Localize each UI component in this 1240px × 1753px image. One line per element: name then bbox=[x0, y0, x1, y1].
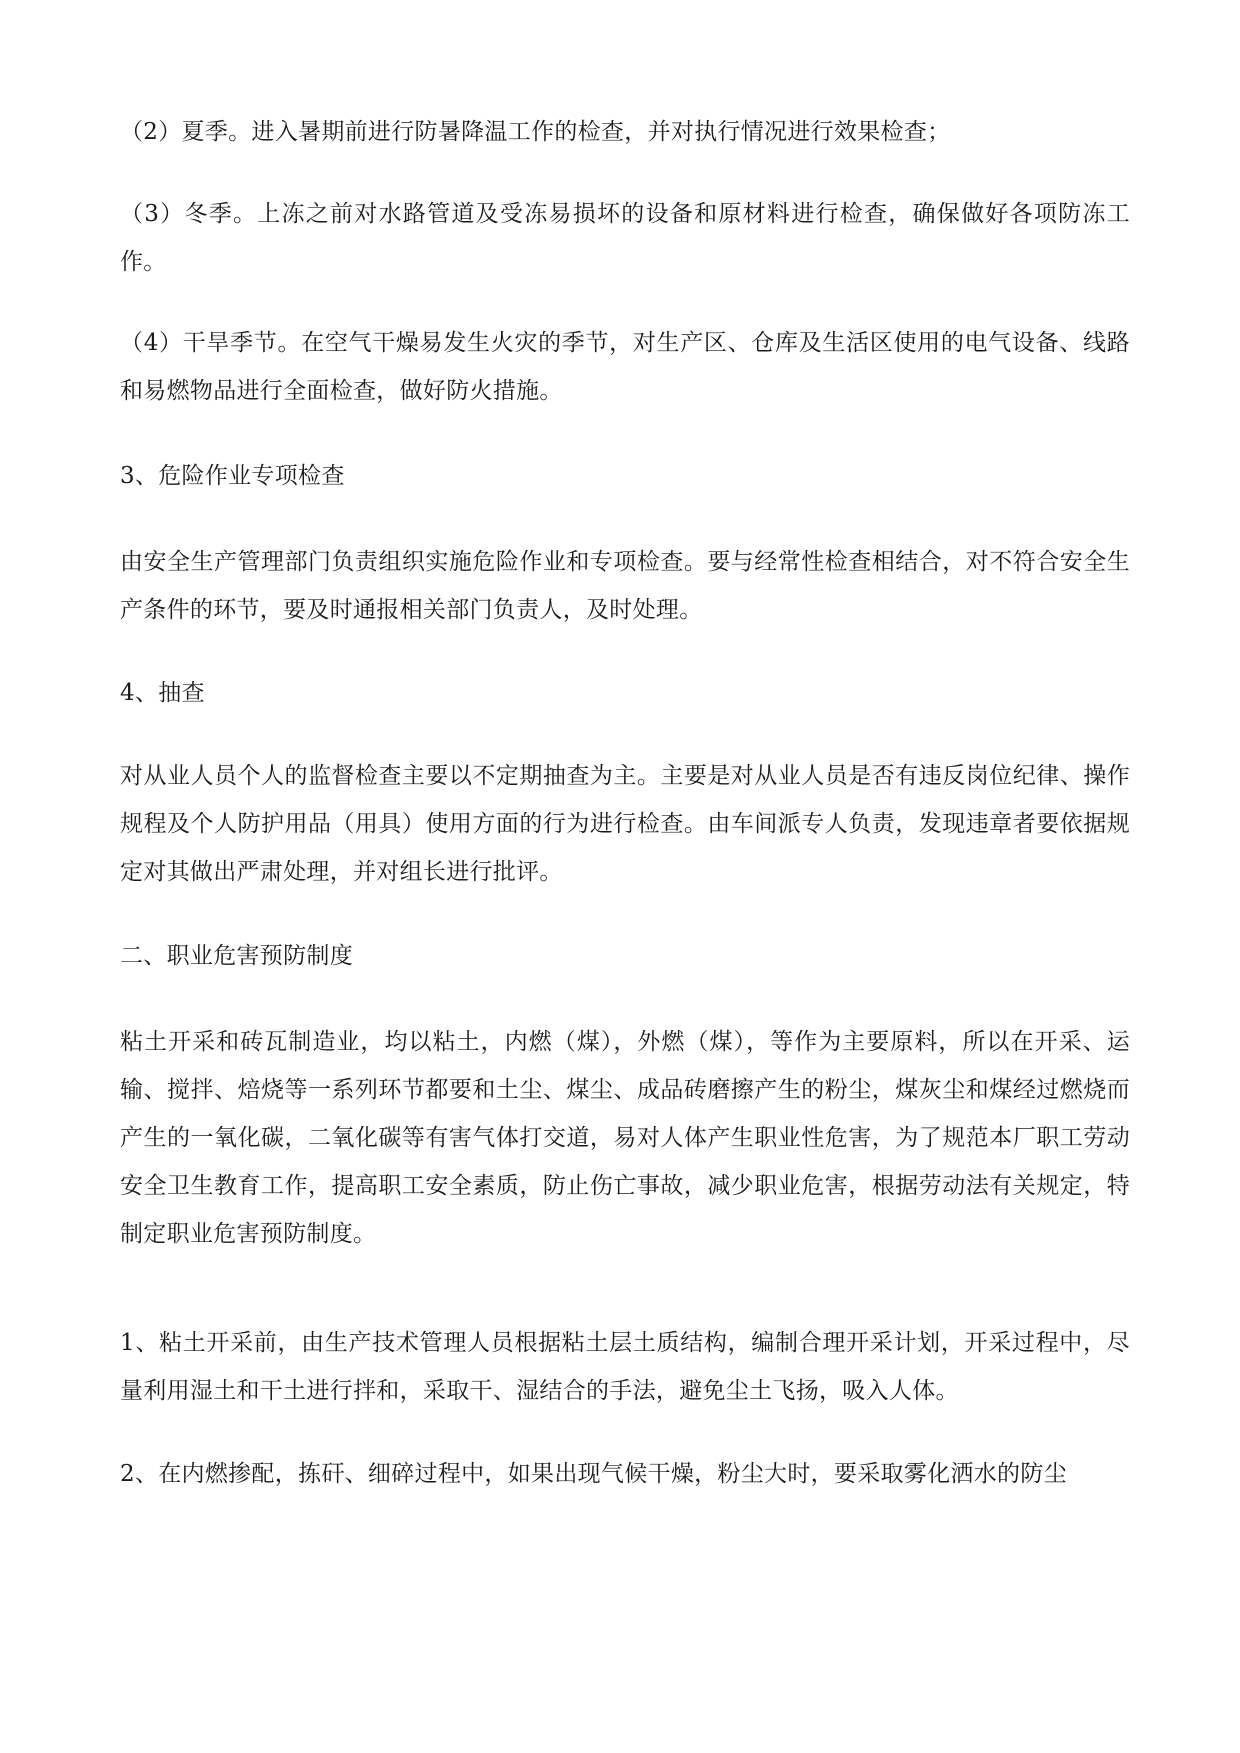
paragraph-winter-inspection: （3）冬季。上冻之前对水路管道及受冻易损坏的设备和原材料进行检查，确保做好各项防冻工作。 bbox=[120, 201, 1130, 275]
paragraph-occupational-hazard-intro: 粘土开采和砖瓦制造业，均以粘土，内燃（煤），外燃（煤），等作为主要原料，所以在开采、运输、搅拌、焙烧等一系列环节都要和土尘、煤尘、成品砖磨擦产生的粉尘，煤灰尘和煤经过燃烧而产生的一氧化碳，二氧化碳等有害气体打交道，易对人体产生职业性危害，为了规范本厂职工劳动安全卫生教育工作，提高职工安全素质，防止伤亡事故，减少职业危害，根据劳动法有关规定，特制定职业危害预防制度。 bbox=[120, 1029, 1130, 1247]
heading-occupational-hazard-prevention: 二、职业危害预防制度 bbox=[120, 943, 353, 969]
heading-hazardous-work-inspection: 3、危险作业专项检查 bbox=[120, 463, 345, 489]
paragraph-spot-check: 对从业人员个人的监督检查主要以不定期抽查为主。主要是对从业人员是否有违反岗位纪律、操作规程及个人防护用品（用具）使用方面的行为进行检查。由车间派专人负责，发现违章者要依据规定对其做出严肃处理，并对组长进行批评。 bbox=[120, 763, 1130, 885]
paragraph-hazardous-work-inspection: 由安全生产管理部门负责组织实施危险作业和专项检查。要与经常性检查相结合，对不符合安全生产条件的环节，要及时通报相关部门负责人，及时处理。 bbox=[120, 549, 1130, 623]
paragraph-clay-mining: 1、粘土开采前，由生产技术管理人员根据粘土层土质结构，编制合理开采计划，开采过程中，尽量利用湿土和干土进行拌和，采取干、湿结合的手法，避免尘土飞扬，吸入人体。 bbox=[120, 1330, 1130, 1404]
paragraph-dry-season-inspection: （4）干旱季节。在空气干燥易发生火灾的季节，对生产区、仓库及生活区使用的电气设备、线路和易燃物品进行全面检查，做好防火措施。 bbox=[120, 330, 1130, 404]
paragraph-summer-inspection: （2）夏季。进入暑期前进行防暑降温工作的检查，并对执行情况进行效果检查； bbox=[120, 119, 951, 145]
document-page bbox=[120, 0, 1130, 1753]
heading-spot-check: 4、抽查 bbox=[120, 680, 205, 706]
paragraph-internal-combustion-mixing: 2、在内燃掺配，拣矸、细碎过程中，如果出现气候干燥，粉尘大时，要采取雾化洒水的防尘 bbox=[120, 1461, 1067, 1487]
